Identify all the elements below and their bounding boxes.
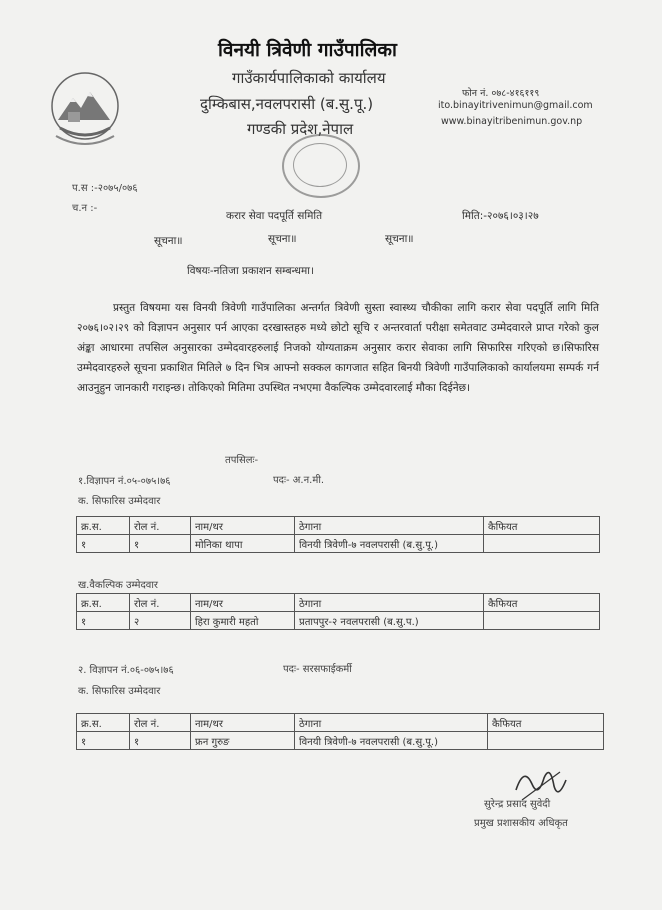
header-roll: रोल नं. <box>130 517 191 535</box>
cell-remarks <box>484 612 600 630</box>
post-name: पदः- अ.न.मी. <box>273 475 325 486</box>
signatory-title: प्रमुख प्रशासकीय अधिकृत <box>474 818 568 829</box>
header-remarks: कैफियत <box>488 714 604 732</box>
header-roll: रोल नं. <box>130 594 191 612</box>
letter-date: मिति:-२०७६।०३।२७ <box>462 210 539 222</box>
cell-remarks <box>488 732 604 750</box>
cell-name: मोनिका थापा <box>191 535 295 553</box>
header-roll: रोल नं. <box>130 714 191 732</box>
cell-name: फ्रन गुरुङ <box>191 732 295 750</box>
office-address: दुम्किबास,नवलपरासी (ब.सु.पू.) <box>200 95 374 113</box>
header-name: नाम/थर <box>191 517 295 535</box>
cell-name: हिरा कुमारी महतो <box>191 612 295 630</box>
header-remarks: कैफियत <box>484 594 600 612</box>
header-address: ठेगाना <box>295 594 484 612</box>
ad-number: १.विज्ञापन नं.०५-०७५।७६ <box>78 476 171 487</box>
email-address[interactable]: ito.binayitrivenimun@gmail.com <box>438 100 593 111</box>
website-url[interactable]: www.binayitribenimun.gov.np <box>441 116 583 127</box>
ad-number: २. विज्ञापन नं.०६-०७५।७६ <box>78 665 174 676</box>
signatory-name: सुरेन्द्र प्रसाद सुवेदी <box>484 799 551 810</box>
header-address: ठेगाना <box>295 714 488 732</box>
cell-address: विनयी त्रिवेणी-७ नवलपरासी (ब.सु.पू.) <box>295 732 488 750</box>
header-sn: क्र.स. <box>77 594 130 612</box>
table-row <box>77 732 604 750</box>
cell-roll: १ <box>130 535 191 553</box>
chalani-number: च.न :- <box>72 203 98 214</box>
table-header-row <box>77 714 604 732</box>
header-remarks: कैफियत <box>484 517 600 535</box>
table-row <box>77 535 600 553</box>
municipality-title: विनयी त्रिवेणी गाउँपालिका <box>218 39 397 61</box>
cell-sn: १ <box>77 732 130 750</box>
header-name: नाम/थर <box>191 594 295 612</box>
recommended-label: क. सिफारिस उम्मेदवार <box>78 686 161 697</box>
cell-sn: १ <box>77 535 130 553</box>
office-name: गाउँकार्यपालिकाको कार्यालय <box>232 69 386 87</box>
cell-address: विनयी त्रिवेणी-७ नवलपरासी (ब.सु.पू.) <box>295 535 484 553</box>
municipality-logo <box>48 70 122 150</box>
phone-number: फोन नं. ०७८-४१६११९ <box>462 88 540 99</box>
header-sn: क्र.स. <box>77 517 130 535</box>
office-stamp-inner <box>293 143 347 187</box>
cell-remarks <box>484 535 600 553</box>
notice-label: सूचना॥ <box>268 233 297 245</box>
subject-line: विषयः-नतिजा प्रकाशन सम्बन्धमा। <box>187 265 314 277</box>
header-name: नाम/थर <box>191 714 295 732</box>
table-header-row <box>77 594 600 612</box>
table-row <box>77 612 600 630</box>
notice-label: सूचना॥ <box>385 233 414 245</box>
post-name: पदः- सरसफाईकर्मी <box>283 664 352 675</box>
tapsil-label: तपसिलः- <box>225 455 259 466</box>
committee-name: करार सेवा पदपूर्ति समिति <box>226 210 323 222</box>
alternate-label: ख.वैकल्पिक उम्मेदवार <box>78 580 159 591</box>
cell-roll: १ <box>130 732 191 750</box>
cell-sn: १ <box>77 612 130 630</box>
header-address: ठेगाना <box>295 517 484 535</box>
body-paragraph: प्रस्तुत विषयमा यस विनयी त्रिवेणी गाउँपालिका अन्तर्गत त्रिवेणी सुस्ता स्वास्थ्य चौकीका लागि करार सेवा पदपूर्ति लागि मिति २०७६।०२।२९ को विज्ञापन अनुसार पर्न आएका दरखास्तहरु मध्ये छोटो सूचि र अन्तरवार्ता परीक्षा समेतवाट उम्मेदवारले प्राप्त गरेको कुल अंङ्का आधारमा तपसिल अनुसारका उम्मेदवारहरुलाई निजको योग्यताक्रम अनुसार करार सेवाका लागि सिफारिस गरिएको छ।सिफारिस उम्मेदवारहरुले सूचना प्रकाशित मितिले ७ दिन भित्र आफ्नो सक्कल कागजात सहित बिनयी त्रिवेणी गाउँपालिकाको कार्यालयमा सम्पर्क गर्न आउनुहुन जानकारी गराइन्छ। तोकिएको मितिमा उपस्थित नभएमा वैकल्पिक उम्मेदवारलाई मौका दिईनेछ। <box>77 302 599 394</box>
table-header-row <box>77 517 600 535</box>
alternate-table <box>76 593 600 630</box>
recommended-table <box>76 713 604 750</box>
cell-address: प्रतापपुर-२ नवलपरासी (ब.सु.प.) <box>295 612 484 630</box>
recommended-label: क. सिफारिस उम्मेदवार <box>78 496 161 507</box>
province-name: गण्डकी प्रदेश,नेपाल <box>247 120 354 138</box>
recommended-table <box>76 516 600 553</box>
header-sn: क्र.स. <box>77 714 130 732</box>
cell-roll: २ <box>130 612 191 630</box>
patra-sankhya: प.स :-२०७५/०७६ <box>72 183 138 194</box>
notice-label: सूचना॥ <box>154 235 183 247</box>
